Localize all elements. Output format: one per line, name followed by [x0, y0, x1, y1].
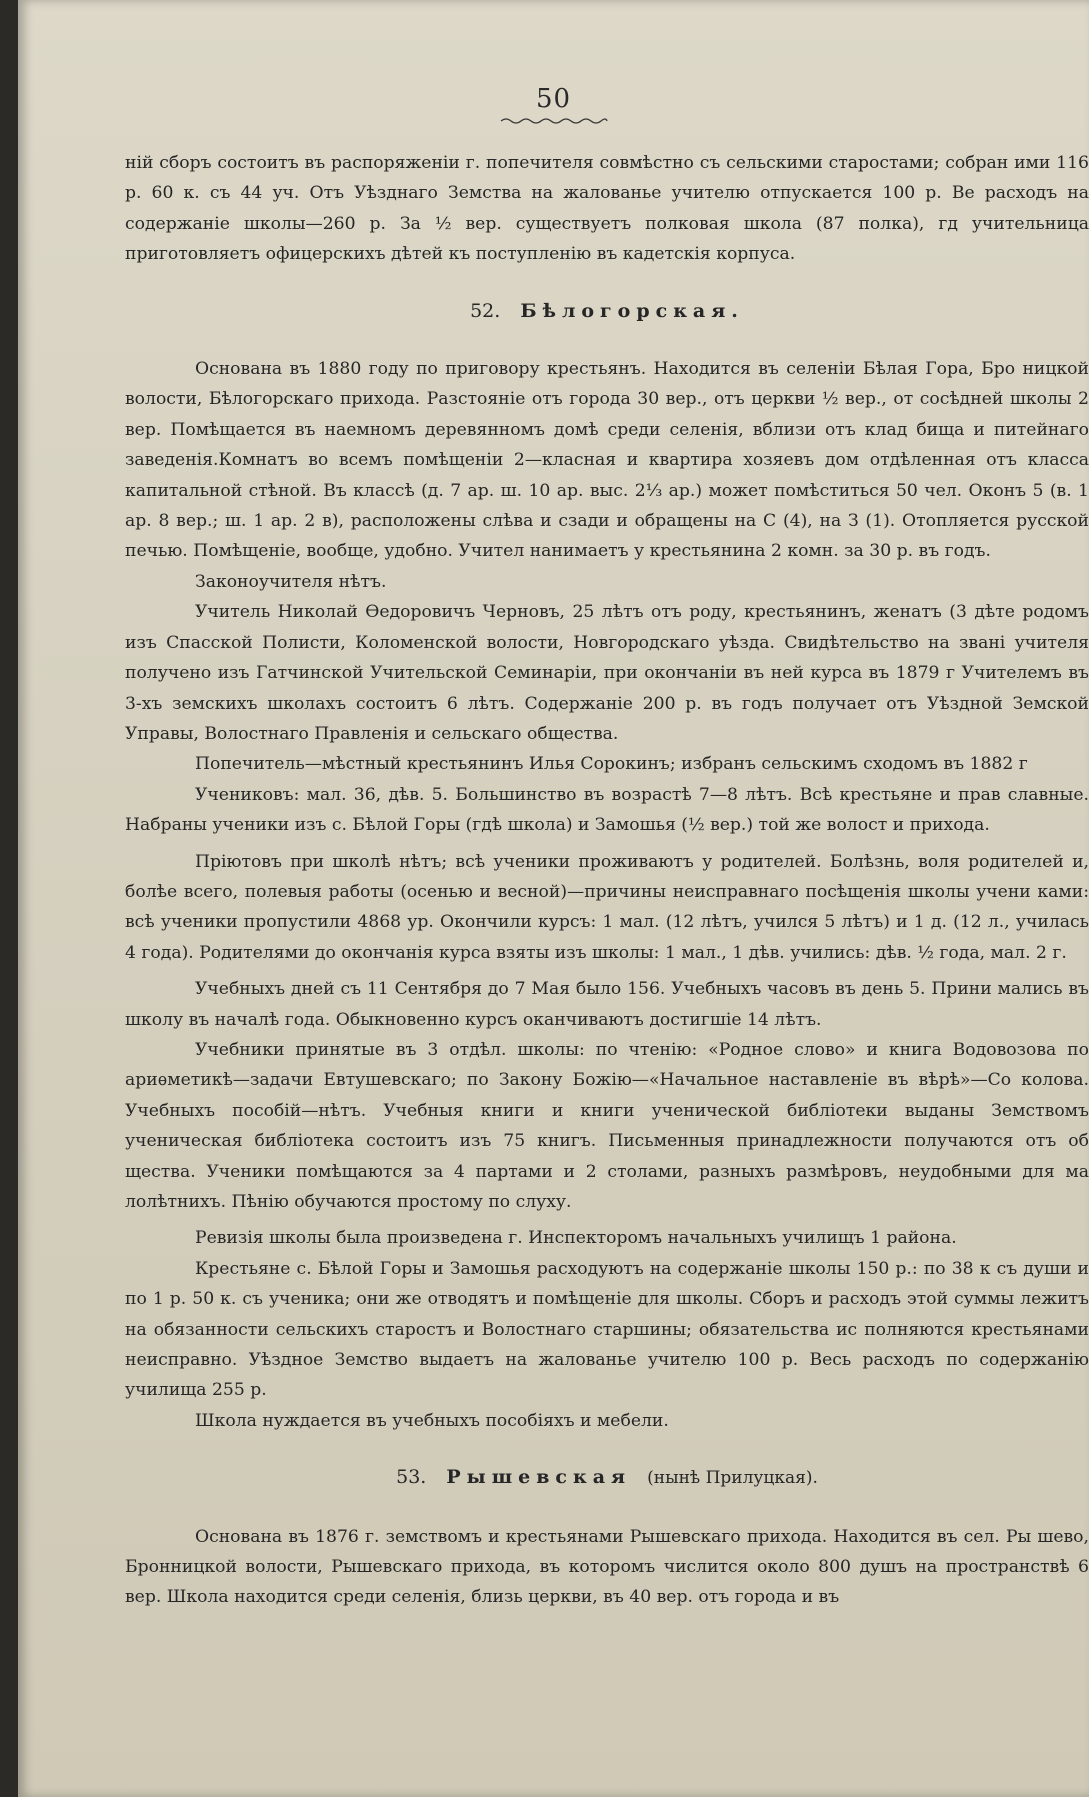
document-page [18, 0, 1089, 1797]
section-52-title [125, 296, 1089, 326]
section-52-paragraph: Учитель Николай Ѳедоровичъ Черновъ, 25 лѣтъ отъ роду, крестьянинъ, женатъ (3 дѣте родомъ изъ Спасской Полисти, Коломенской волости, Новгородскаго уѣзда. Свидѣтельство на звані учителя получено изъ Гатчинской Учительской Семинаріи, при окончаніи въ ней курса въ 1879 г Учителемъ въ 3-хъ земскихъ школахъ состоитъ 6 лѣтъ. Содержаніе 200 р. въ годъ получает отъ Уѣздной Земской Управы, Волостнаго Правленія и сельскаго общества. [125, 602, 1089, 744]
page-number: 50 [535, 84, 572, 114]
section-53-number: 53. [396, 1466, 427, 1489]
section-53-name: Рышевская [446, 1466, 632, 1489]
section-52-paragraph: Ревизія школы была произведена г. Инспекторомъ начальныхъ училищъ 1 района. [195, 1228, 957, 1249]
section-53-paragraph: Основана въ 1876 г. земствомъ и крестьянами Рышевскаго прихода. Находится въ сел. Ры шево, Бронницкой волости, Рышевскаго прихода, въ которомъ числится около 800 душъ на пространствѣ 6 вер. Школа находится среди селенія, близь церкви, въ 40 вер. отъ города и въ [125, 1526, 1089, 1608]
section-52-paragraph: Законоучителя нѣтъ. [195, 571, 387, 592]
page-header [18, 84, 1089, 126]
section-53-subtitle: (нынѣ Прилуцкая). [647, 1468, 818, 1489]
section-52-paragraph: Пріютовъ при школѣ нѣтъ; всѣ ученики проживаютъ у родителей. Болѣзнь, воля родителей и, болѣе всего, полевыя работы (осенью и весной)—причины неисправнаго посѣщенія школы учени ками: всѣ ученики пропустили 4868 ур. Окончили курсъ: 1 мал. (12 лѣтъ, учился 5 лѣтъ) и 1 д. (12 л., училась 4 года). Родителями до окончанія курса взяты изъ школы: 1 мал., 1 дѣв. учились: дѣв. ½ года, мал. 2 г. [125, 851, 1089, 963]
intro-paragraph: ній сборъ состоитъ въ распоряженіи г. попечителя совмѣстно съ сельскими старостами; собран ими 116 р. 60 к. съ 44 уч. Отъ Уѣзднаго Земства на жалованье учителю отпускается 100 р. Ве расходъ на содержаніе школы—260 р. За ½ вер. существуетъ полковая школа (87 полка), гд учительница приготовляетъ офицерскихъ дѣтей къ поступленію въ кадетскія корпуса. [125, 153, 1089, 265]
section-52-paragraph: Попечитель—мѣстный крестьянинъ Илья Сорокинъ; избранъ сельскимъ сходомъ въ 1882 г [195, 754, 1028, 775]
section-52-paragraph: Учебники принятые въ 3 отдѣл. школы: по чтенію: «Родное слово» и книга Водовозова по ариѳметикѣ—задачи Евтушевскаго; по Закону Божію—«Начальное наставленіе въ вѣрѣ»—Со колова. Учебныхъ пособій—нѣтъ. Учебныя книги и книги ученической библіотеки выданы Земствомъ ученическая библіотека состоитъ изъ 75 книгъ. Письменныя принадлежности получаются отъ об щества. Ученики помѣщаются за 4 партами и 2 столами, разныхъ размѣровъ, неудобными для ма лолѣтнихъ. Пѣнію обучаются простому по слуху. [125, 1039, 1089, 1212]
section-52-paragraph: Крестьяне с. Бѣлой Горы и Замошья расходуютъ на содержаніе школы 150 р.: по 38 к съ души и по 1 р. 50 к. съ ученика; они же отводятъ и помѣщеніе для школы. Сборъ и расходъ этой суммы лежитъ на обязанности сельскихъ старостъ и Волостнаго старшины; обязательства ис полняются крестьянами неисправно. Уѣздное Земство выдаетъ на жалованье учителю 100 р. Весь расходъ по содержанію училища 255 р. [125, 1258, 1089, 1401]
section-52-paragraph: Учениковъ: мал. 36, дѣв. 5. Большинство въ возрастѣ 7—8 лѣтъ. Всѣ крестьяне и прав славные. Набраны ученики изъ с. Бѣлой Горы (гдѣ школа) и Замошья (½ вер.) той же волост и прихода. [125, 784, 1089, 836]
body-text [125, 148, 1089, 1613]
section-52-name: Бѣлогорская. [520, 299, 744, 322]
section-53-title [125, 1462, 1089, 1493]
section-52-paragraph: Школа нуждается въ учебныхъ пособіяхъ и мебели. [195, 1410, 669, 1431]
section-52-paragraph: Учебныхъ дней съ 11 Сентября до 7 Мая было 156. Учебныхъ часовъ въ день 5. Прини мались въ школу въ началѣ года. Обыкновенно курсъ оканчиваютъ достигшіе 14 лѣтъ. [125, 979, 1089, 1030]
section-52-number: 52. [470, 299, 501, 322]
wavy-rule [499, 116, 609, 126]
section-52-paragraph: Основана въ 1880 году по приговору крестьянъ. Находится въ селеніи Бѣлая Гора, Бро ницкой волости, Бѣлогорскаго прихода. Разстояніе отъ города 30 вер., отъ церкви ½ вер., от сосѣдней школы 2 вер. Помѣщается въ наемномъ деревянномъ домѣ среди селенія, вблизи отъ клад бища и питейнаго заведенія.Комнатъ во всемъ помѣщеніи 2—класная и квартира хозяевъ дом отдѣленная отъ класса капитальной стѣной. Въ классѣ (д. 7 ар. ш. 10 ар. выс. 2⅓ ар.) может помѣститься 50 чел. Оконъ 5 (в. 1 ар. 8 вер.; ш. 1 ар. 2 в), расположены слѣва и сзади и обращены на С (4), на З (1). Отопляется русской печью. Помѣщеніе, вообще, удобно. Учител нанимаетъ у крестьянина 2 комн. за 30 р. въ годъ. [125, 359, 1089, 562]
